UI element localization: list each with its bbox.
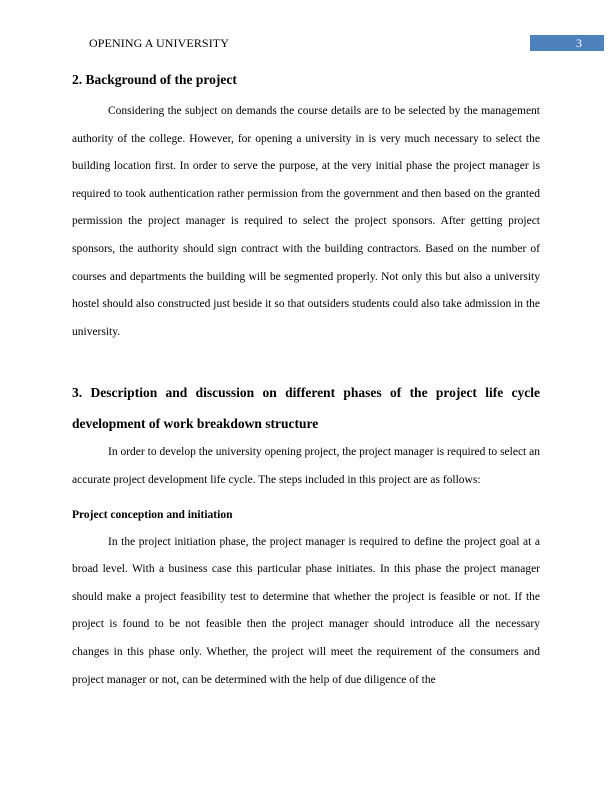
subsection-heading: Project conception and initiation [72, 508, 233, 521]
section-description [72, 377, 540, 694]
page-number-badge: 3 [530, 35, 604, 51]
paragraph: Considering the subject on demands the course details are to be selected by the management authority of the college. However, for opening a university in is very much necessary to select the building location first. In order to serve the purpose, at the very initial phase the project manager is required to took authentication rather permission from the government and then based on the granted permission the project manager is required to select the project sponsors. After getting project sponsors, the authority should sign contract with the building contractors. Based on the number of courses and departments the building will be segmented properly. Not only this but also a university hostel should also constructed just beside it so that outsiders students could also take admission in the university. [72, 105, 540, 338]
section-heading: 2. Background of the project [72, 72, 237, 87]
paragraph: In the project initiation phase, the project manager is required to define the project goal at a broad level. With a business case this particular phase initiates. In this phase the project manager should make a project feasibility test to determine that whether the project is feasible or not. If the project is found to be not feasible then the project manager should introduce all the necessary changes in this phase only. Whether, the project will meet the requirement of the consumers and project manager or not, can be determined with the help of due diligence of the [72, 535, 540, 686]
subsection-project-conception [72, 501, 540, 695]
document-body [72, 68, 540, 694]
section-heading: 3. Description and discussion on different phases of the project life cycle development of work breakdown structure [72, 385, 540, 432]
running-title: OPENING A UNIVERSITY [89, 36, 229, 50]
section-background [72, 68, 540, 346]
paragraph: In order to develop the university opening project, the project manager is required to select an accurate project development life cycle. The steps included in this project are as follows: [72, 446, 540, 486]
